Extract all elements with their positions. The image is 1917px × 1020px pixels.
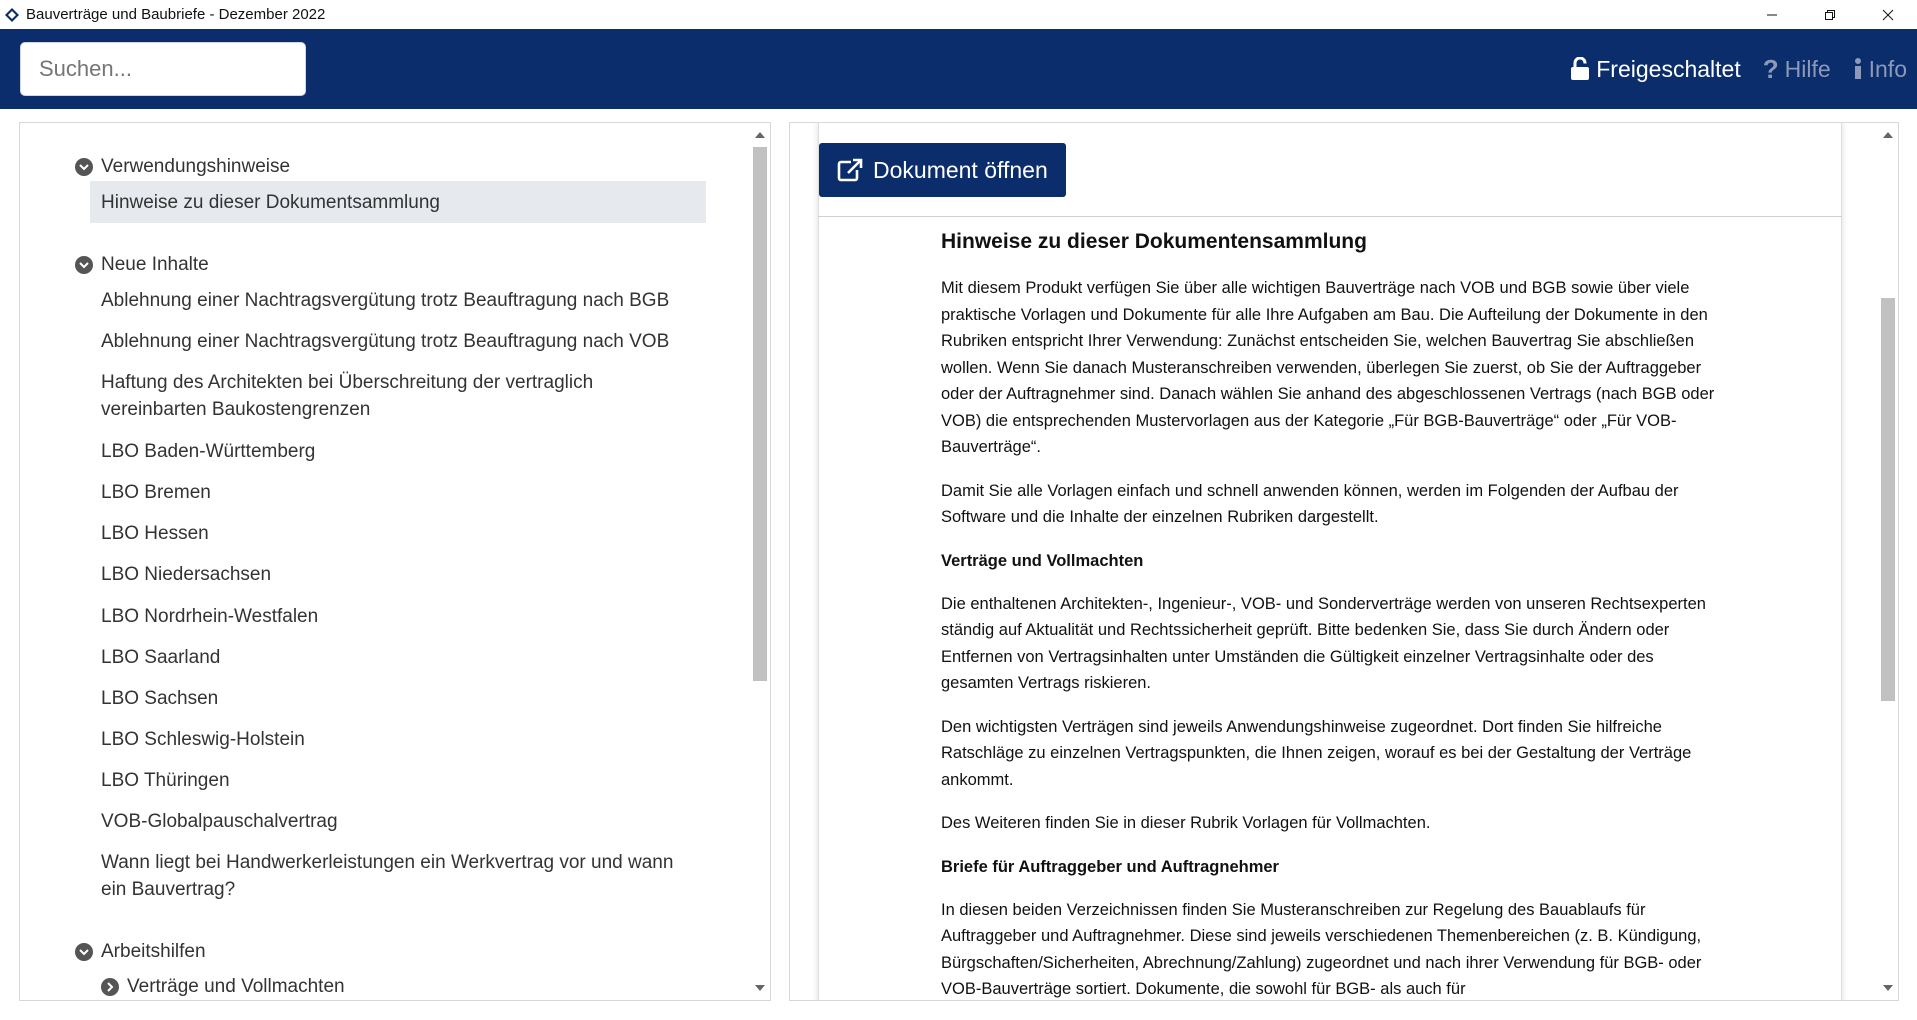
- tree-item[interactable]: LBO Niedersachsen: [101, 564, 272, 585]
- minimize-button[interactable]: [1743, 0, 1801, 29]
- document-content: [941, 225, 1721, 1001]
- tree-item[interactable]: Wann liegt bei Handwerkerleistungen ein Werkvertrag vor und wann ein Bauvertrag?: [101, 852, 674, 900]
- app-logo-icon: [4, 7, 20, 23]
- app-header: [0, 29, 1917, 109]
- document-panel: [789, 122, 1899, 1001]
- tree-section-label: Arbeitshilfen: [101, 941, 206, 962]
- scroll-up-icon[interactable]: [750, 125, 770, 145]
- window-titlebar: [0, 0, 1917, 29]
- tree-section-label: Verwendungshinweise: [101, 156, 291, 177]
- help-label: Hilfe: [1784, 55, 1831, 82]
- tree-item[interactable]: LBO Bremen: [101, 482, 211, 503]
- window-title: Bauverträge und Baubriefe - Dezember 2022: [26, 6, 326, 23]
- open-document-label: Dokument öffnen: [873, 156, 1048, 183]
- paragraph: In diesen beiden Verzeichnissen finden Sie Musteranschreiben zur Regelung des Bauablaufs für Auftraggeber und Auftragnehmer. Diese sind jeweils verschiedenen Themenbereichen (z. B. Kündigung, Bürgschaften/Sicherheiten, Abrechnung/Zahlung) zugeordnet und nach ihrer Verwendung für BGB- oder VOB-Bauverträge sortiert. Dokumente, die sowohl für BGB- als auch für: [941, 900, 1702, 998]
- tree-item[interactable]: LBO Hessen: [101, 523, 209, 544]
- search-input[interactable]: [20, 42, 306, 96]
- info-label: Info: [1868, 55, 1907, 82]
- divider: [818, 216, 1842, 217]
- chevron-down-circle-icon: [75, 943, 93, 961]
- question-icon: ?: [1762, 53, 1779, 84]
- tree-section-label: Neue Inhalte: [101, 254, 209, 275]
- tree-item-hinweise[interactable]: [90, 181, 706, 223]
- section-heading: Verträge und Vollmachten: [941, 551, 1144, 570]
- tree-item[interactable]: LBO Saarland: [101, 647, 221, 668]
- close-button[interactable]: [1859, 0, 1917, 29]
- window-controls: [1743, 0, 1917, 29]
- scroll-up-icon[interactable]: [1878, 125, 1898, 145]
- tree-section-arbeitshilfen[interactable]: [75, 941, 206, 963]
- document-scrollbar[interactable]: [1878, 123, 1898, 1000]
- chevron-right-circle-icon: [101, 978, 119, 996]
- close-icon: [1882, 9, 1894, 21]
- info-icon: [1853, 57, 1863, 81]
- scroll-down-icon[interactable]: [750, 978, 770, 998]
- help-button[interactable]: [1763, 54, 1831, 85]
- chevron-down-circle-icon: [75, 158, 93, 176]
- paragraph: Die enthaltenen Architekten-, Ingenieur-, VOB- und Sonderverträge werden von unseren Rechtsexperten ständig auf Aktualität und Rechtssicherheit geprüft. Bitte bedenken Sie, dass Sie durch Ändern oder Entfernen von Vertragsinhalten unter Umständen die Gültigkeit einzelner Vertragsinhalte oder des gesamten Vertrags riskieren.: [941, 594, 1706, 692]
- section-heading: Briefe für Auftraggeber und Auftragnehmer: [941, 857, 1279, 876]
- scroll-down-icon[interactable]: [1878, 978, 1898, 998]
- chevron-down-circle-icon: [75, 256, 93, 274]
- restore-button[interactable]: [1801, 0, 1859, 29]
- document-title: Hinweise zu dieser Dokumentensammlung: [941, 230, 1367, 253]
- info-button[interactable]: [1853, 56, 1907, 83]
- tree-subsection-label: Verträge und Vollmachten: [127, 976, 345, 997]
- tree-section-neue-inhalte[interactable]: [75, 254, 209, 276]
- restore-icon: [1824, 9, 1836, 21]
- minimize-icon: [1766, 9, 1778, 21]
- scrollbar-thumb[interactable]: [1881, 298, 1895, 701]
- paragraph: Den wichtigsten Verträgen sind jeweils Anwendungshinweise zugeordnet. Dort finden Sie hilfreiche Ratschläge zu einzelnen Vertragspunkten, die Ihnen zeigen, worauf es bei der Gestaltung der Verträge ankommt.: [941, 717, 1692, 789]
- paragraph: Damit Sie alle Vorlagen einfach und schnell anwenden können, werden im Folgenden der Aufbau der Software und die Inhalte der einzelnen Rubriken dargestellt.: [941, 481, 1679, 526]
- unlocked-button[interactable]: [1570, 56, 1740, 83]
- scrollbar-thumb[interactable]: [753, 147, 767, 681]
- header-actions: [1570, 29, 1907, 109]
- unlocked-label: Freigeschaltet: [1596, 55, 1741, 82]
- tree-item[interactable]: VOB-Globalpauschalvertrag: [101, 811, 338, 832]
- tree-item-label: Hinweise zu dieser Dokumentsammlung: [101, 191, 440, 213]
- tree-item[interactable]: LBO Sachsen: [101, 688, 219, 709]
- tree-item[interactable]: Haftung des Architekten bei Überschreitung der vertraglich vereinbarten Baukostengrenzen: [101, 372, 594, 420]
- paragraph: Des Weiteren finden Sie in dieser Rubrik Vorlagen für Vollmachten.: [941, 814, 1431, 832]
- tree-item[interactable]: Ablehnung einer Nachtragsvergütung trotz Beauftragung nach BGB: [101, 290, 670, 311]
- unlock-icon: [1570, 57, 1590, 81]
- tree-subsection-vertraege[interactable]: [101, 976, 345, 998]
- tree-item[interactable]: Ablehnung einer Nachtragsvergütung trotz Beauftragung nach VOB: [101, 331, 670, 352]
- document-tree: [20, 123, 750, 1000]
- navigation-panel: [19, 122, 771, 1001]
- paragraph: Mit diesem Produkt verfügen Sie über alle wichtigen Bauverträge nach VOB und BGB sowie über viele praktische Vorlagen und Dokumente für alle Ihre Aufgaben am Bau. Die Aufteilung der Dokumente in den Rubriken entspricht Ihrer Verwendung: Zunächst entscheiden Sie, welchen Bauvertrag Sie abschließen wollen. Wenn Sie danach Musteranschreiben verwenden, überlegen Sie zuerst, ob Sie der Auftraggeber oder der Auftragnehmer sind. Danach wählen Sie anhand des abgeschlossenen Vertrags (nach BGB oder VOB) die entsprechenden Mustervorlagen aus der Kategorie „Für BGB-Bauverträge“ oder „Für VOB-Bauverträge“.: [941, 279, 1715, 456]
- tree-item[interactable]: LBO Schleswig-Holstein: [101, 729, 305, 750]
- tree-section-verwendungshinweise[interactable]: [75, 156, 290, 178]
- external-link-icon: [837, 158, 863, 182]
- tree-scrollbar[interactable]: [750, 123, 770, 1000]
- tree-item[interactable]: LBO Nordrhein-Westfalen: [101, 606, 319, 627]
- tree-item[interactable]: LBO Thüringen: [101, 770, 230, 791]
- tree-item[interactable]: LBO Baden-Württemberg: [101, 441, 316, 462]
- open-document-button[interactable]: [819, 143, 1066, 197]
